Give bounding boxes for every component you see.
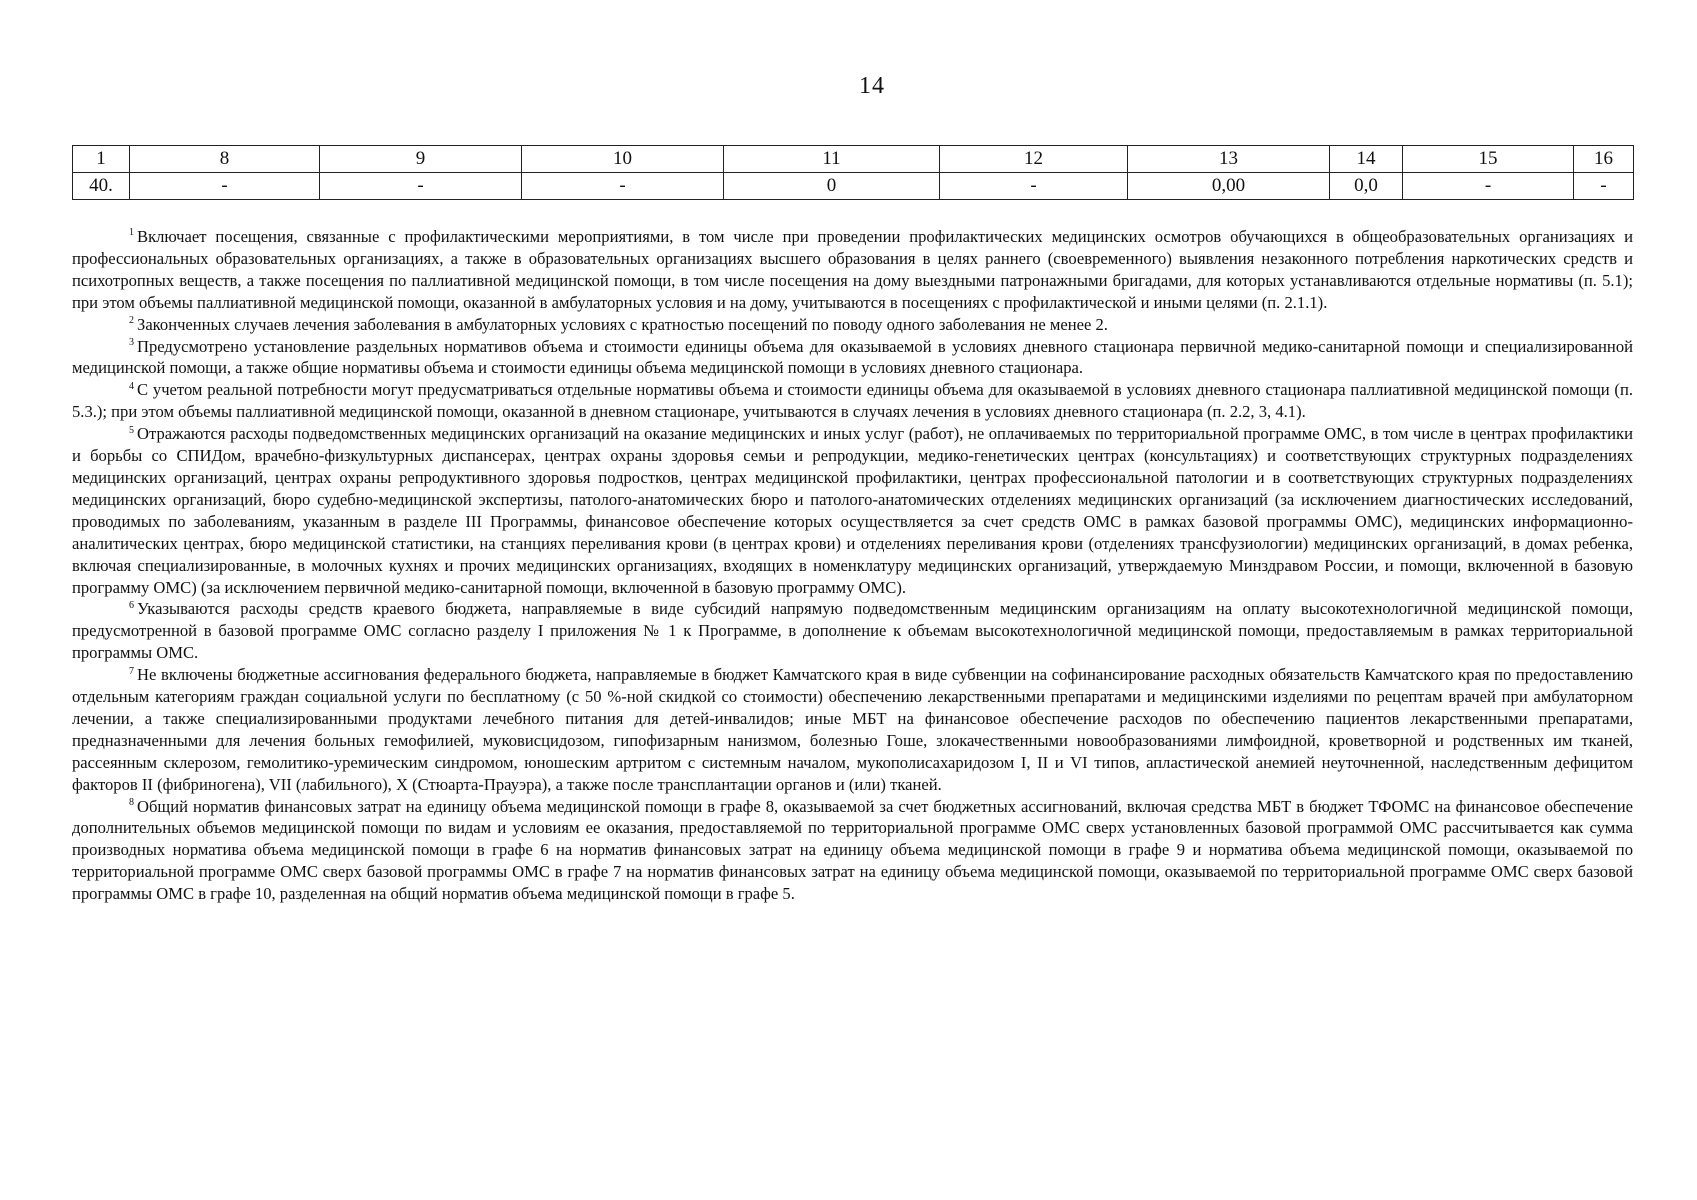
table-cell: 0,0 — [1330, 173, 1403, 200]
footnote-marker: 5 — [129, 424, 134, 436]
footnote-text: Указываются расходы средств краевого бюджета, направляемые в виде субсидий напрямую подведомственным медицинским организациям на оплату высокотехнологичной медицинской помощи, предусмотренной в базовой программе ОМС согласно разделу I приложения № 1 к Программе, в дополнение к объемам высокотехнологичной медицинской помощи, предоставляемым в рамках территориальной программы ОМС. — [72, 599, 1633, 663]
footnote-marker: 2 — [129, 315, 134, 327]
table-cell: 0,00 — [1128, 173, 1330, 200]
footnote-8 — [72, 796, 1633, 906]
footnote-marker: 4 — [129, 380, 134, 392]
column-header: 12 — [940, 146, 1128, 173]
column-header: 9 — [320, 146, 522, 173]
table-cell: 0 — [724, 173, 940, 200]
table-row — [73, 173, 1634, 200]
data-table — [72, 145, 1634, 200]
column-header: 16 — [1574, 146, 1634, 173]
footnote-6 — [72, 598, 1633, 664]
footnote-4 — [72, 379, 1633, 423]
table-cell: - — [1403, 173, 1574, 200]
footnote-text: Законченных случаев лечения заболевания в амбулаторных условиях с кратностью посещений по поводу одного заболевания не менее 2. — [137, 314, 1108, 334]
footnote-marker: 7 — [129, 665, 134, 677]
column-header: 8 — [130, 146, 320, 173]
footnote-text: Не включены бюджетные ассигнования федерального бюджета, направляемые в бюджет Камчатского края в виде субвенции на софинансирование расходных обязательств Камчатского края по предоставлению отдельным категориям граждан социальной услуги по бесплатному (с 50 %-ной скидкой со стоимости) обеспечению лекарственными препаратами и медицинскими изделиями по рецептам врачей при амбулаторном лечении, а также специализированными продуктами лечебного питания для детей-инвалидов; иные МБТ на финансовое обеспечение расходов по обеспечению пациентов лекарственными препаратами, предназначенными для лечения больных гемофилией, муковисцидозом, гипофизарным нанизмом, болезнью Гоше, злокачественными новообразованиями лимфоидной, кроветворной и родственных им тканей, рассеянным склерозом, гемолитико-уремическим синдромом, юношеским артритом с системным началом, мукополисахаридозом I, II и VI типов, апластической анемией неуточненной, наследственным дефицитом факторов II (фибриногена), VII (лабильного), X (Стюарта-Прауэра), а также после трансплантации органов и (или) тканей. — [72, 665, 1633, 794]
footnote-marker: 1 — [129, 227, 134, 239]
footnote-marker: 8 — [129, 797, 134, 809]
footnote-marker: 6 — [129, 599, 134, 611]
footnote-text: Предусмотрено установление раздельных нормативов объема и стоимости единицы объема для оказываемой в условиях дневного стационара первичной медико-санитарной помощи и специализированной медицинской помощи, а также общие нормативы объема и стоимости единицы объема медицинской помощи в условиях дневного стационара. — [72, 336, 1633, 378]
column-header: 13 — [1128, 146, 1330, 173]
table-cell: 40. — [73, 173, 130, 200]
table-cell: - — [1574, 173, 1634, 200]
page-number: 14 — [859, 73, 885, 99]
footnote-3 — [72, 336, 1633, 380]
footnote-2 — [72, 314, 1633, 336]
column-header: 1 — [73, 146, 130, 173]
footnote-7 — [72, 664, 1633, 795]
footnote-1 — [72, 226, 1633, 314]
table-cell: - — [522, 173, 724, 200]
footnote-text: Отражаются расходы подведомственных медицинских организаций на оказание медицинских и иных услуг (работ), не оплачиваемых по территориальной программе ОМС, в том числе в центрах профилактики и борьбы со СПИДом, врачебно-физкультурных диспансерах, центрах охраны здоровья семьи и репродукции, медико-генетических центрах (консультациях) и соответствующих структурных подразделениях медицинских организаций, центрах охраны репродуктивного здоровья подростков, центрах медицинской профилактики, центрах профессиональной патологии и в соответствующих структурных подразделениях медицинских организаций, бюро судебно-медицинской экспертизы, патолого-анатомических бюро и патолого-анатомических отделениях медицинских организаций (за исключением диагностических исследований, проводимых по заболеваниям, указанным в разделе III Программы, финансовое обеспечение которых осуществляется за счет средств ОМС в рамках базовой программы ОМС), медицинских информационно-аналитических центрах, бюро медицинской статистики, на станциях переливания крови (в центрах крови) и отделениях переливания крови (отделениях трансфузиологии) медицинских организаций, в домах ребенка, включая специализированные, в молочных кухнях и прочих медицинских организациях, входящих в номенклатуру медицинских организаций, утверждаемую Минздравом России, и помощи, включенной в базовую программу ОМС) (за исключением первичной медико-санитарной помощи, включенной в базовую программу ОМС). — [72, 424, 1633, 597]
table-cell: - — [940, 173, 1128, 200]
table-header-row — [73, 146, 1634, 173]
footnote-marker: 3 — [129, 337, 134, 348]
column-header: 14 — [1330, 146, 1403, 173]
column-header: 11 — [724, 146, 940, 173]
footnote-text: Общий норматив финансовых затрат на единицу объема медицинской помощи в графе 8, оказываемой за счет бюджетных ассигнований, включая средства МБТ в бюджет ТФОМС на финансовое обеспечение дополнительных объемов медицинской помощи по видам и условиям ее оказания, предоставляемой по территориальной программе ОМС сверх установленных базовой программой ОМС рассчитывается как сумма производных норматива объема медицинской помощи в графе 6 на норматив финансовых затрат на единицу объема медицинской помощи в графе 9 и норматива объема медицинской помощи, оказываемой по территориальной программе ОМС сверх базовой программы ОМС в графе 7 на норматив финансовых затрат на единицу объема медицинской помощи, оказываемой по территориальной программе ОМС сверх базовой программы ОМС в графе 10, разделенная на общий норматив объема медицинской помощи в графе 5. — [72, 796, 1633, 904]
column-header: 10 — [522, 146, 724, 173]
table-cell: - — [130, 173, 320, 200]
footnote-text: Включает посещения, связанные с профилактическими мероприятиями, в том числе при проведении профилактических медицинских осмотров обучающихся в общеобразовательных организациях и профессиональных образовательных организациях, а также в образовательных организациях высшего образования в целях раннего (своевременного) выявления незаконного потребления наркотических средств и психотропных веществ, а также посещения по паллиативной медицинской помощи, в том числе посещения на дому выездными патронажными бригадами, для которых устанавливаются отдельные нормативы (п. 5.1); при этом объемы паллиативной медицинской помощи, оказанной в амбулаторных условия и на дому, учитываются в посещениях с профилактической и иными целями (п. 2.1.1). — [72, 227, 1633, 312]
footnote-5 — [72, 423, 1633, 598]
table-cell: - — [320, 173, 522, 200]
column-header: 15 — [1403, 146, 1574, 173]
footnotes-section — [72, 226, 1633, 905]
footnote-text: С учетом реальной потребности могут предусматриваться отдельные нормативы объема и стоимости единицы объема для оказываемой в условиях дневного стационара паллиативной медицинской помощи (п. 5.3.); при этом объемы паллиативной медицинской помощи, оказанной в дневном стационаре, учитываются в случаях лечения в условиях дневного стационара (п. 2.2, 3, 4.1). — [72, 380, 1633, 422]
